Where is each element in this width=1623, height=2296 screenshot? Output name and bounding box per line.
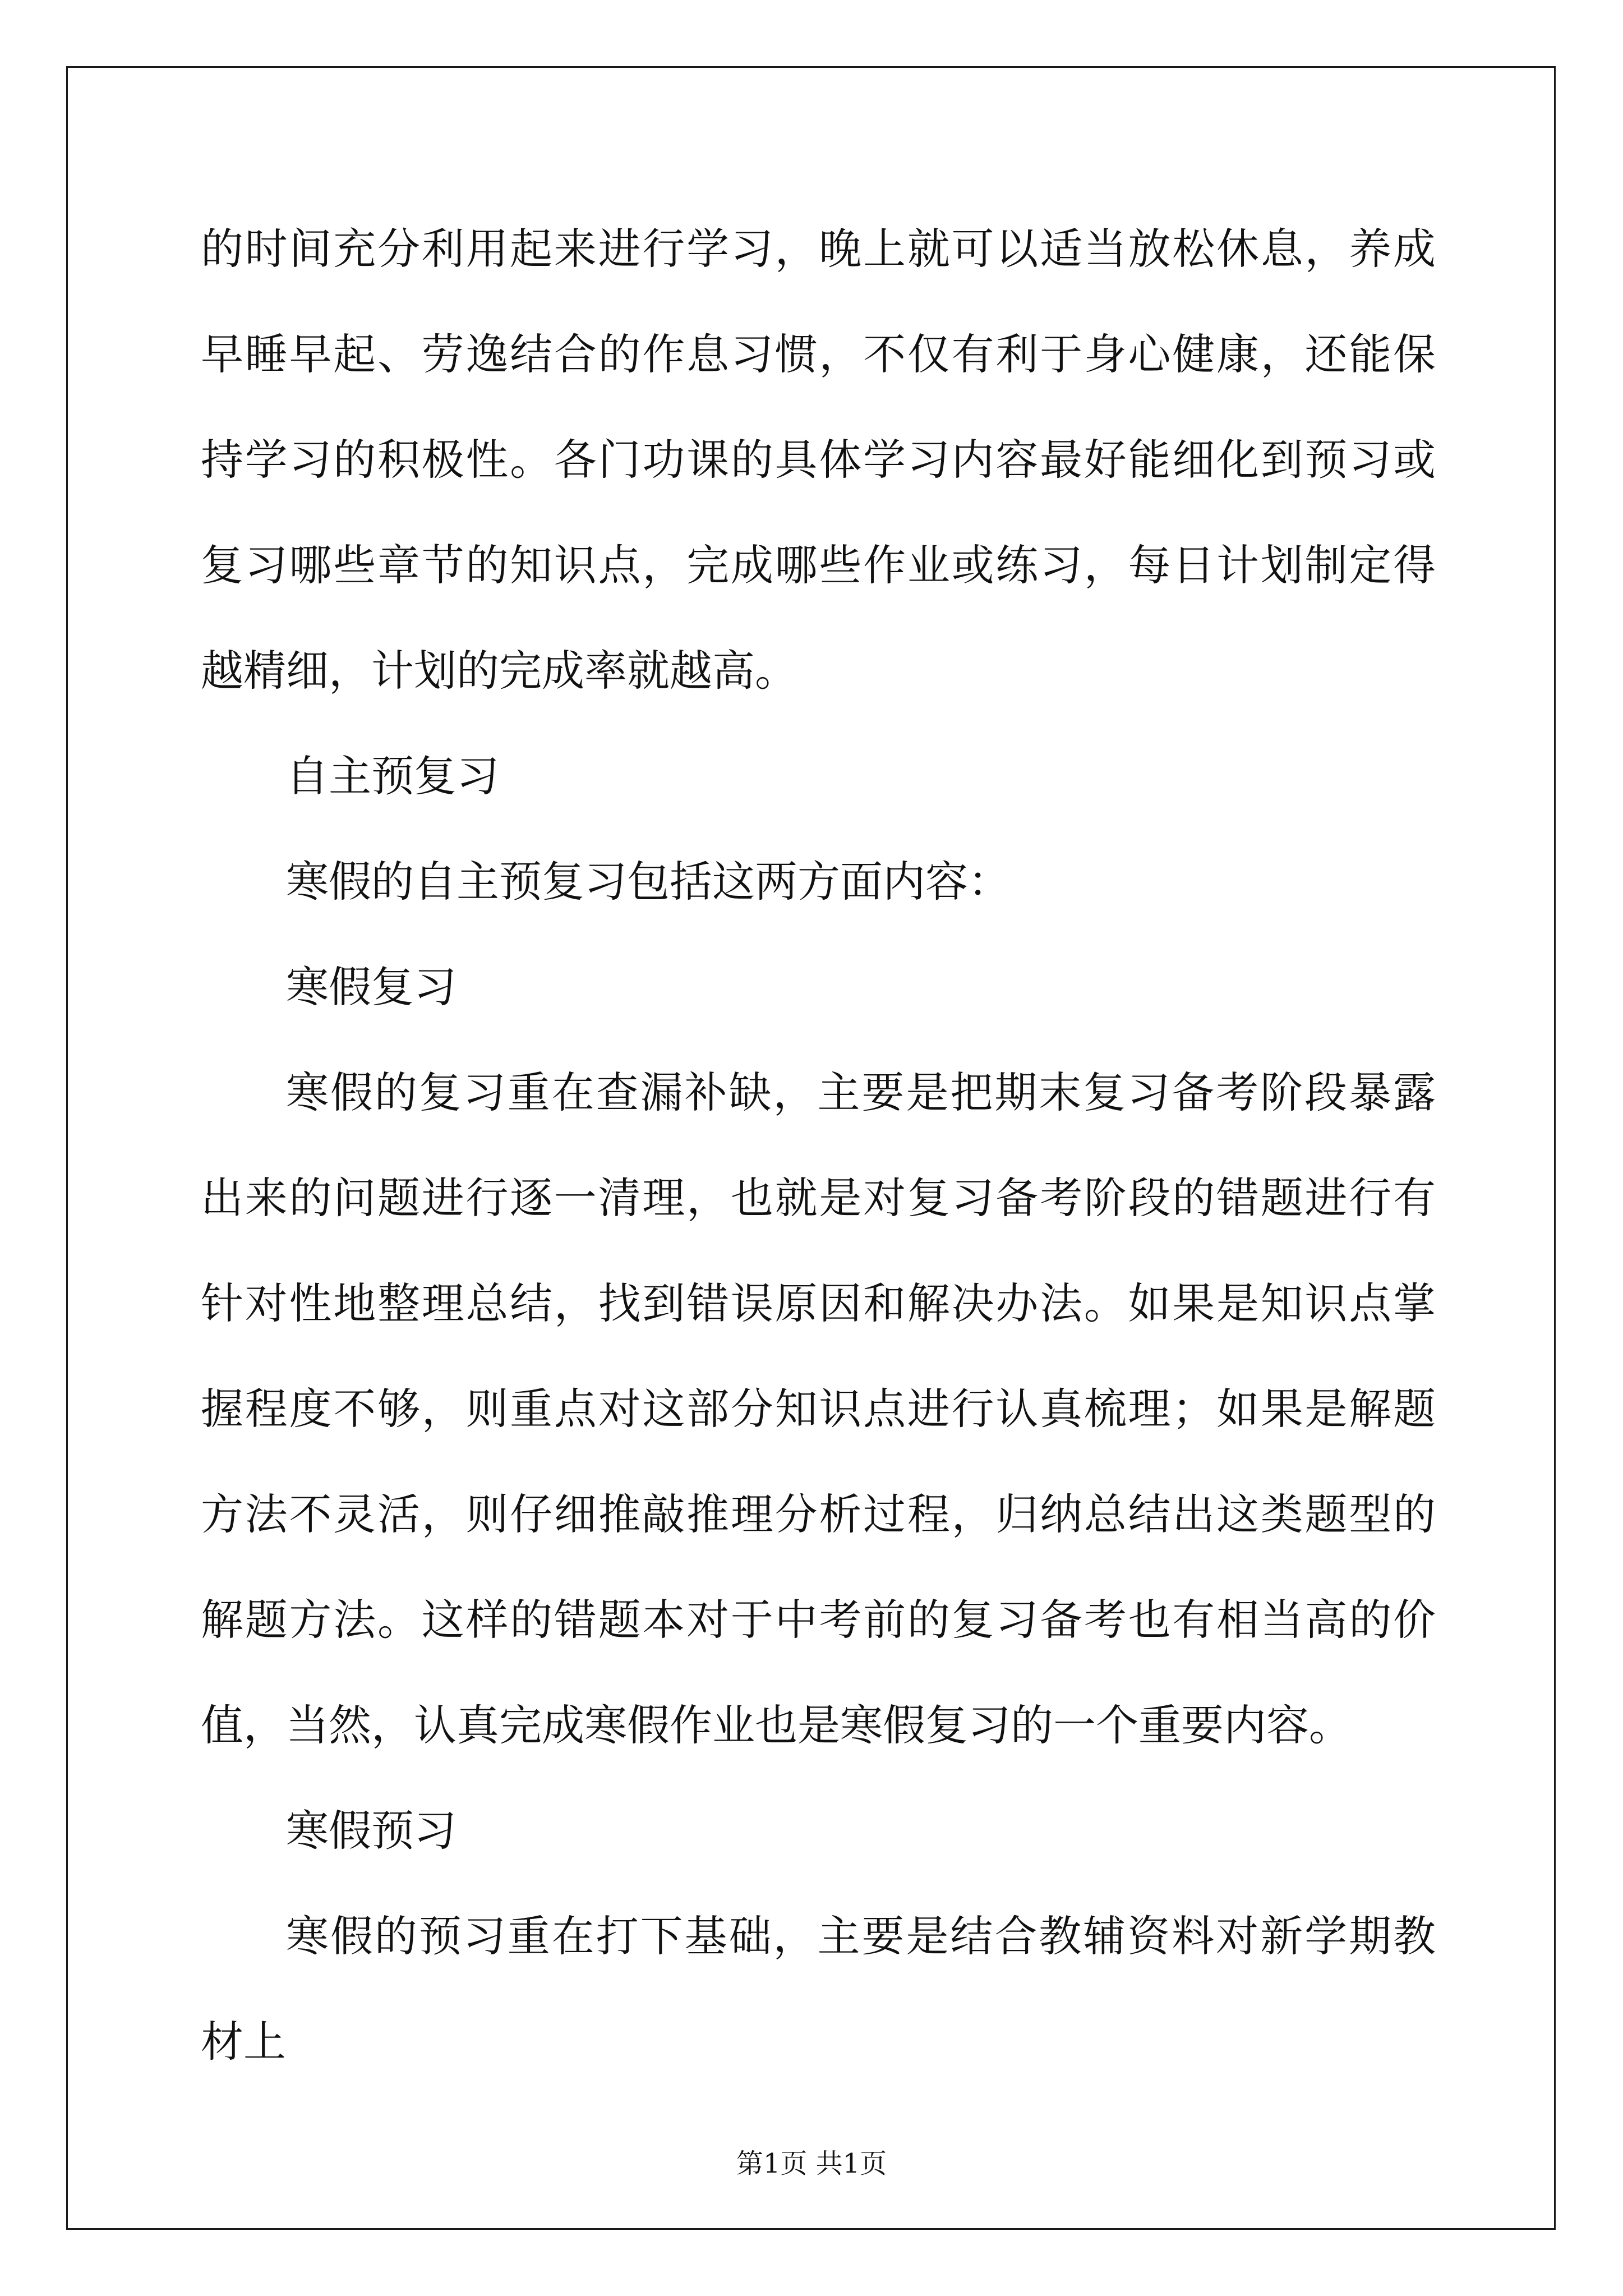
section-heading-preview: 寒假预习	[286, 1806, 457, 1856]
section-heading-self-study: 自主预复习	[286, 751, 499, 801]
page-footer: 第1页 共1页	[736, 2148, 887, 2179]
body-paragraph-review: 寒假的复习重在查漏补缺，主要是把期末复习备考阶段暴露出来的问题进行逐一清理，也就是对复习备考阶段的错题进行有针对性地整理总结，找到错误原因和解决办法。如果是知识点掌握程度不够，则重点对这部分知识点进行认真梳理；如果是解题方法不灵活，则仔细推敲推理分析过程，归纳总结出这类题型的解题方法。这样的错题本对于中考前的复习备考也有相当高的价值，当然，认真完成寒假作业也是寒假复习的一个重要内容。	[201, 1068, 1436, 1750]
body-paragraph-continued: 的时间充分利用起来进行学习，晚上就可以适当放松休息，养成早睡早起、劳逸结合的作息习惯，不仅有利于身心健康，还能保持学习的积极性。各门功课的具体学习内容最好能细化到预习或复习哪些章节的知识点，完成哪些作业或练习，每日计划制定得越精细，计划的完成率就越高。	[201, 224, 1436, 696]
body-paragraph-intro: 寒假的自主预复习包括这两方面内容：	[286, 857, 1011, 907]
document-body	[201, 213, 1436, 2095]
section-heading-review: 寒假复习	[286, 962, 457, 1012]
body-paragraph-preview: 寒假的预习重在打下基础，主要是结合教辅资料对新学期教材上	[201, 1911, 1436, 2067]
